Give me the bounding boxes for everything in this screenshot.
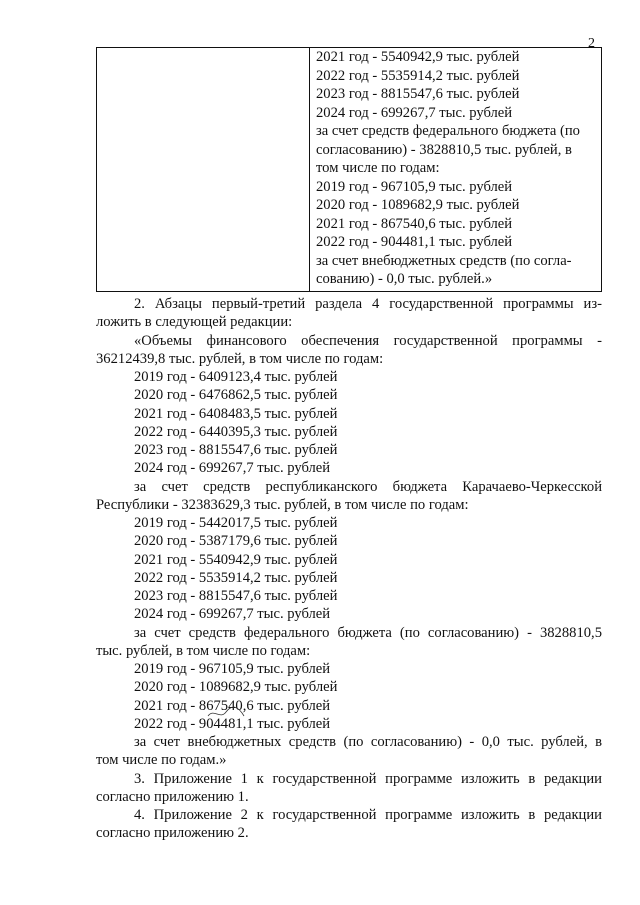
document-body [96, 295, 602, 843]
table-line: за счет внебюджетных средств (по согла- [316, 252, 572, 269]
year-line: 2023 год - 8815547,6 тыс. рублей [134, 588, 338, 604]
table-line: 2021 год - 5540942,9 тыс. рублей [316, 49, 520, 65]
year-line: 2021 год - 6408483,5 тыс. рублей [134, 405, 338, 422]
year-line: 2021 год - 5540942,9 тыс. рублей [134, 551, 338, 568]
year-line: 2024 год - 699267,7 тыс. рублей [134, 606, 331, 623]
table-cell-right [310, 48, 602, 292]
paragraph-line: за счет средств федерального бюджета (по согласованию) - 3828810,5 [134, 624, 602, 641]
year-line: 2020 год - 1089682,9 тыс. рублей [134, 679, 338, 696]
table-line: том числе по годам: [316, 160, 440, 176]
year-line: 2020 год - 6476862,5 тыс. рублей [134, 387, 338, 404]
paragraph-line: 2. Абзацы первый-третий раздела 4 государственной программы из- [134, 296, 602, 312]
year-line: 2020 год - 5387179,6 тыс. рублей [134, 533, 338, 550]
year-line: 2019 год - 5442017,5 тыс. рублей [134, 515, 338, 531]
financing-table [96, 47, 602, 292]
page-number: 2 [588, 36, 595, 51]
paragraph-line: за счет внебюджетных средств (по согласованию) - 0,0 тыс. рублей, в [134, 734, 602, 750]
table-line: 2023 год - 8815547,6 тыс. рублей [316, 86, 520, 102]
year-line: 2024 год - 699267,7 тыс. рублей [134, 460, 331, 477]
paragraph-line: том числе по годам.» [96, 752, 227, 769]
paragraph-line: 36212439,8 тыс. рублей, в том числе по годам: [96, 350, 384, 367]
year-line: 2022 год - 904481,1 тыс. рублей [134, 715, 331, 732]
table-line: 2024 год - 699267,7 тыс. рублей [316, 104, 513, 121]
table-line: 2022 год - 904481,1 тыс. рублей [316, 234, 513, 250]
paragraph-line: за счет средств республиканского бюджета Карачаево-Черкесской [134, 478, 602, 495]
paragraph-line: согласно приложению 2. [96, 825, 249, 842]
year-line: 2023 год - 8815547,6 тыс. рублей [134, 442, 338, 458]
paragraph-line: Республики - 32383629,3 тыс. рублей, в том числе по годам: [96, 496, 469, 513]
paragraph-line: 3. Приложение 1 к государственной программе изложить в редакции [134, 770, 602, 787]
table-line: за счет средств федерального бюджета (по [316, 123, 580, 139]
year-line: 2021 год - 867540,6 тыс. рублей [134, 697, 331, 714]
paragraph-line: согласно приложению 1. [96, 788, 249, 805]
table-line: 2022 год - 5535914,2 тыс. рублей [316, 67, 520, 84]
table-row [97, 48, 602, 292]
year-line: 2019 год - 6409123,4 тыс. рублей [134, 369, 338, 385]
year-line: 2022 год - 6440395,3 тыс. рублей [134, 423, 338, 440]
year-line: 2019 год - 967105,9 тыс. рублей [134, 661, 331, 677]
table-line: 2021 год - 867540,6 тыс. рублей [316, 215, 513, 232]
table-line: 2019 год - 967105,9 тыс. рублей [316, 178, 513, 195]
table-line: сованию) - 0,0 тыс. рублей.» [316, 271, 493, 287]
paragraph-line: тыс. рублей, в том числе по годам: [96, 642, 311, 659]
table-line: 2020 год - 1089682,9 тыс. рублей [316, 197, 520, 213]
table-line: согласованию) - 3828810,5 тыс. рублей, в [316, 141, 572, 158]
paragraph-line: 4. Приложение 2 к государственной программе изложить в редакции [134, 807, 602, 823]
paragraph-line: ложить в следующей редакции: [96, 314, 293, 331]
year-line: 2022 год - 5535914,2 тыс. рублей [134, 569, 338, 586]
table-cell-left [97, 48, 310, 292]
paragraph-line: «Объемы финансового обеспечения государственной программы - [134, 332, 602, 349]
